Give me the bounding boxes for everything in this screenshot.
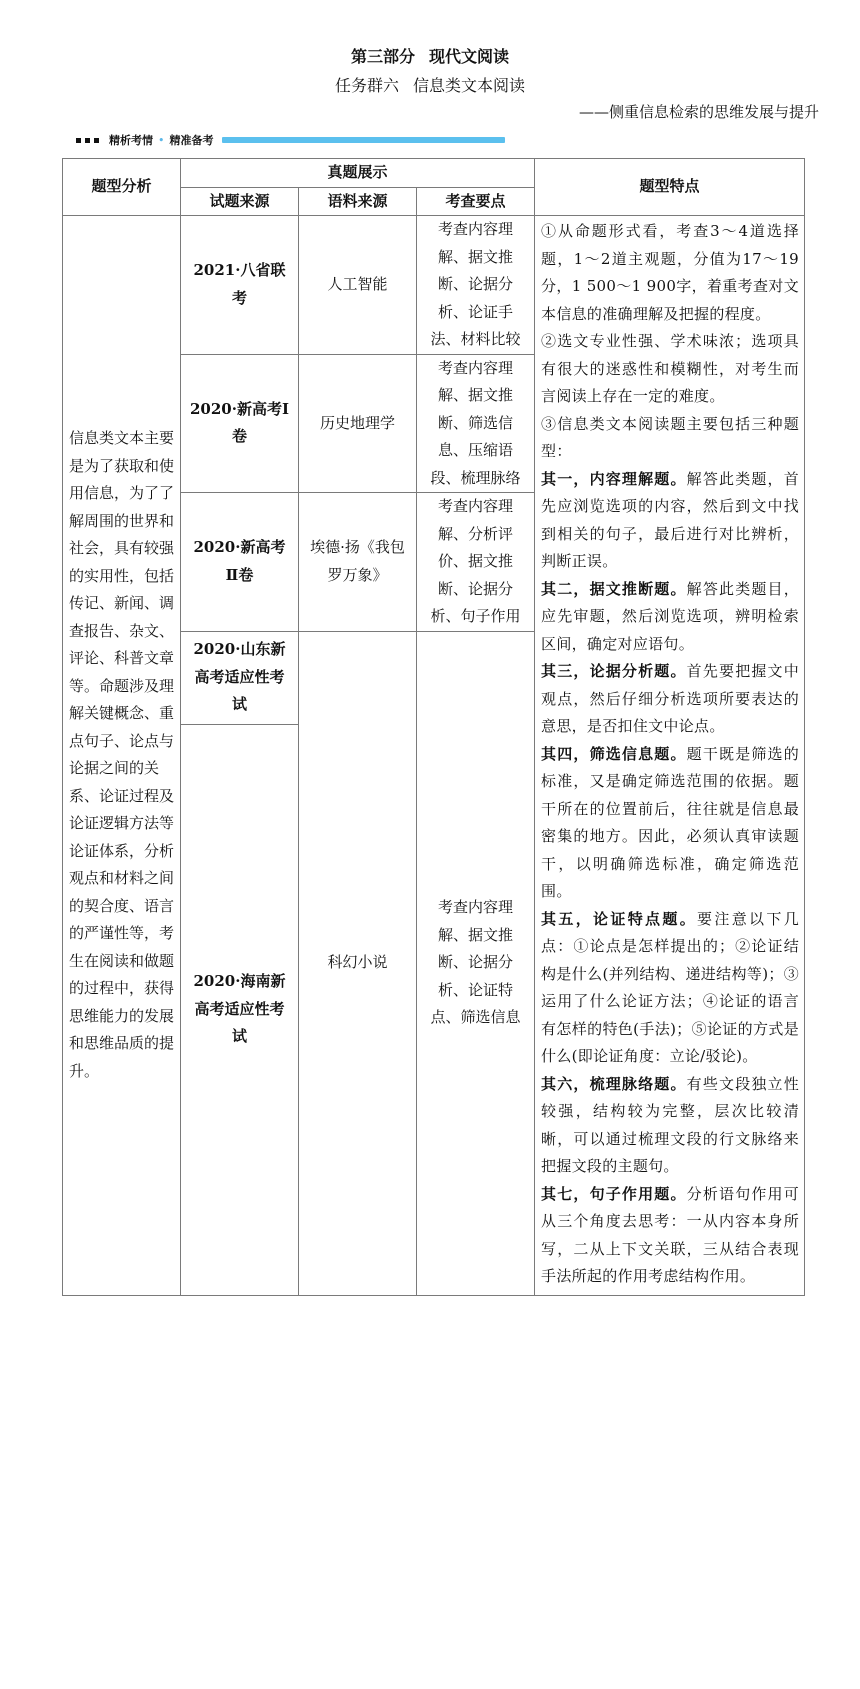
- material-cell: 科幻小说: [299, 631, 417, 1295]
- feature-type: [541, 1071, 799, 1181]
- analysis-text: 信息类文本主要是为了获取和使用信息，为了了解周围的世界和社会，具有较强的实用性，包括传记、新闻、调查报告、杂文、评论、科普文章等。命题涉及理解关键概念、重点句子、论点与论据之间的关系、论证过程及论证逻辑方法等论证体系，分析观点和材料之间的契合度、语言的严谨性等，考生在阅读和做题的过程中，获得思维能力的发展和思维品质的提升。: [63, 216, 181, 1296]
- feature-type-body: 首先要把握文中观点，然后仔细分析选项所要表达的意思，是否扣住文中论点。: [541, 662, 800, 735]
- features-cell: [535, 216, 805, 1296]
- feature-paragraph: ③信息类文本阅读题主要包括三种题型：: [541, 414, 800, 460]
- decorative-line: [222, 137, 505, 143]
- material-cell: 埃德·扬《我包罗万象》: [299, 493, 417, 632]
- header-points: 考查要点: [417, 187, 535, 216]
- feature-type: [541, 658, 799, 741]
- header-analysis: 题型分析: [63, 159, 181, 216]
- feature-type-heading: 其三，论据分析题。: [541, 662, 687, 680]
- feature-type-heading: 其七，句子作用题。: [541, 1184, 687, 1203]
- feature-type-body: 分析语句作用可从三个角度去思考：一从内容本身所写，二从上下文关联，三从结合表现手法所起的作用考虑结构作用。: [541, 1184, 800, 1285]
- feature-type-body: 题干既是筛选的标准，又是确定筛选范围的依据。题干所在的位置前后，往往就是信息最密集的地方。因此，必须认真审读题干，以明确筛选标准，确定筛选范围。: [541, 744, 800, 900]
- feature-type: [541, 1181, 799, 1291]
- part-label: 第三部分: [350, 47, 415, 66]
- section-label-b: 精准备考: [169, 134, 214, 147]
- feature-type-heading: 其六，梳理脉络题。: [541, 1074, 687, 1093]
- header-source: 试题来源: [181, 187, 299, 216]
- part-heading: [0, 44, 860, 67]
- source-cell: 2020·新高考Ⅱ卷: [181, 493, 299, 632]
- section-label-a: 精析考情: [109, 134, 153, 147]
- material-cell: 人工智能: [299, 216, 417, 355]
- feature-type: [541, 741, 799, 906]
- table-row: [63, 216, 805, 355]
- feature-type-heading: 其五，论证特点题。: [541, 909, 698, 928]
- feature-type-body: 解答此类题目，应先审题，然后浏览选项，辨明检索区间，确定对应语句。: [541, 579, 800, 653]
- feature-paragraph: ②选文专业性强、学术味浓；选项具有很大的迷惑性和模糊性，对考生而言阅读上存在一定的难度。: [541, 332, 800, 405]
- feature-type-body: 有些文段独立性较强，结构较为完整，层次比较清晰，可以通过梳理文段的行文脉络来把握文段的主题句。: [541, 1074, 800, 1175]
- points-cell: 考查内容理解、据文推断、论据分析、论证手法、材料比较: [417, 216, 535, 355]
- feature-type: [541, 576, 799, 659]
- feature-paragraph: ①从命题形式看，考查3～4道选择题，1～2道主观题，分值为17～19分，1 500～1 900字，着重考查对文本信息的准确理解及把握的程度。: [541, 222, 800, 323]
- subtitle: ——侧重信息检索的思维发展与提升: [578, 103, 819, 121]
- feature-type: [541, 466, 799, 576]
- feature-type-body: 解答此类题，首先应浏览选项的内容，然后到文中找到相关的句子，最后进行对比辨析，判断正误。: [541, 469, 800, 570]
- square-bullet-icon: [76, 138, 81, 143]
- source-cell: 2020·新高考Ⅰ卷: [181, 354, 299, 493]
- points-cell: 考查内容理解、据文推断、论据分析、论证特点、筛选信息: [417, 631, 535, 1295]
- material-cell: 历史地理学: [299, 354, 417, 493]
- dot-separator-icon: •: [158, 133, 165, 147]
- points-cell: 考查内容理解、分析评价、据文推断、论据分析、句子作用: [417, 493, 535, 632]
- feature-type: [541, 906, 799, 1071]
- task-heading: [0, 73, 860, 96]
- header-exam-display: 真题展示: [181, 159, 535, 188]
- source-cell: 2020·海南新高考适应性考试: [181, 724, 299, 1295]
- task-title: 信息类文本阅读: [413, 76, 526, 95]
- section-bar: [76, 131, 505, 149]
- header-features: 题型特点: [535, 159, 805, 216]
- task-label: 任务群六: [334, 76, 399, 95]
- source-cell: 2020·山东新高考适应性考试: [181, 631, 299, 724]
- exam-analysis-table: [62, 158, 805, 1296]
- feature-type-heading: 其一，内容理解题。: [541, 469, 687, 488]
- square-bullet-icon: [94, 138, 99, 143]
- feature-type-heading: 其四，筛选信息题。: [541, 744, 687, 763]
- header-material: 语料来源: [299, 187, 417, 216]
- part-title: 现代文阅读: [429, 47, 510, 66]
- points-cell: 考查内容理解、据文推断、筛选信息、压缩语段、梳理脉络: [417, 354, 535, 493]
- square-bullet-icon: [85, 138, 90, 143]
- feature-type-heading: 其二，据文推断题。: [541, 579, 687, 598]
- feature-type-body: 要注意以下几点：①论点是怎样提出的；②论证结构是什么(并列结构、递进结构等)；③运用了什么论证方法；④论证的语言有怎样的特色(手法)；⑤论证的方式是什么(即论证角度：立论/驳论)。: [541, 909, 800, 1065]
- source-cell: 2021·八省联考: [181, 216, 299, 355]
